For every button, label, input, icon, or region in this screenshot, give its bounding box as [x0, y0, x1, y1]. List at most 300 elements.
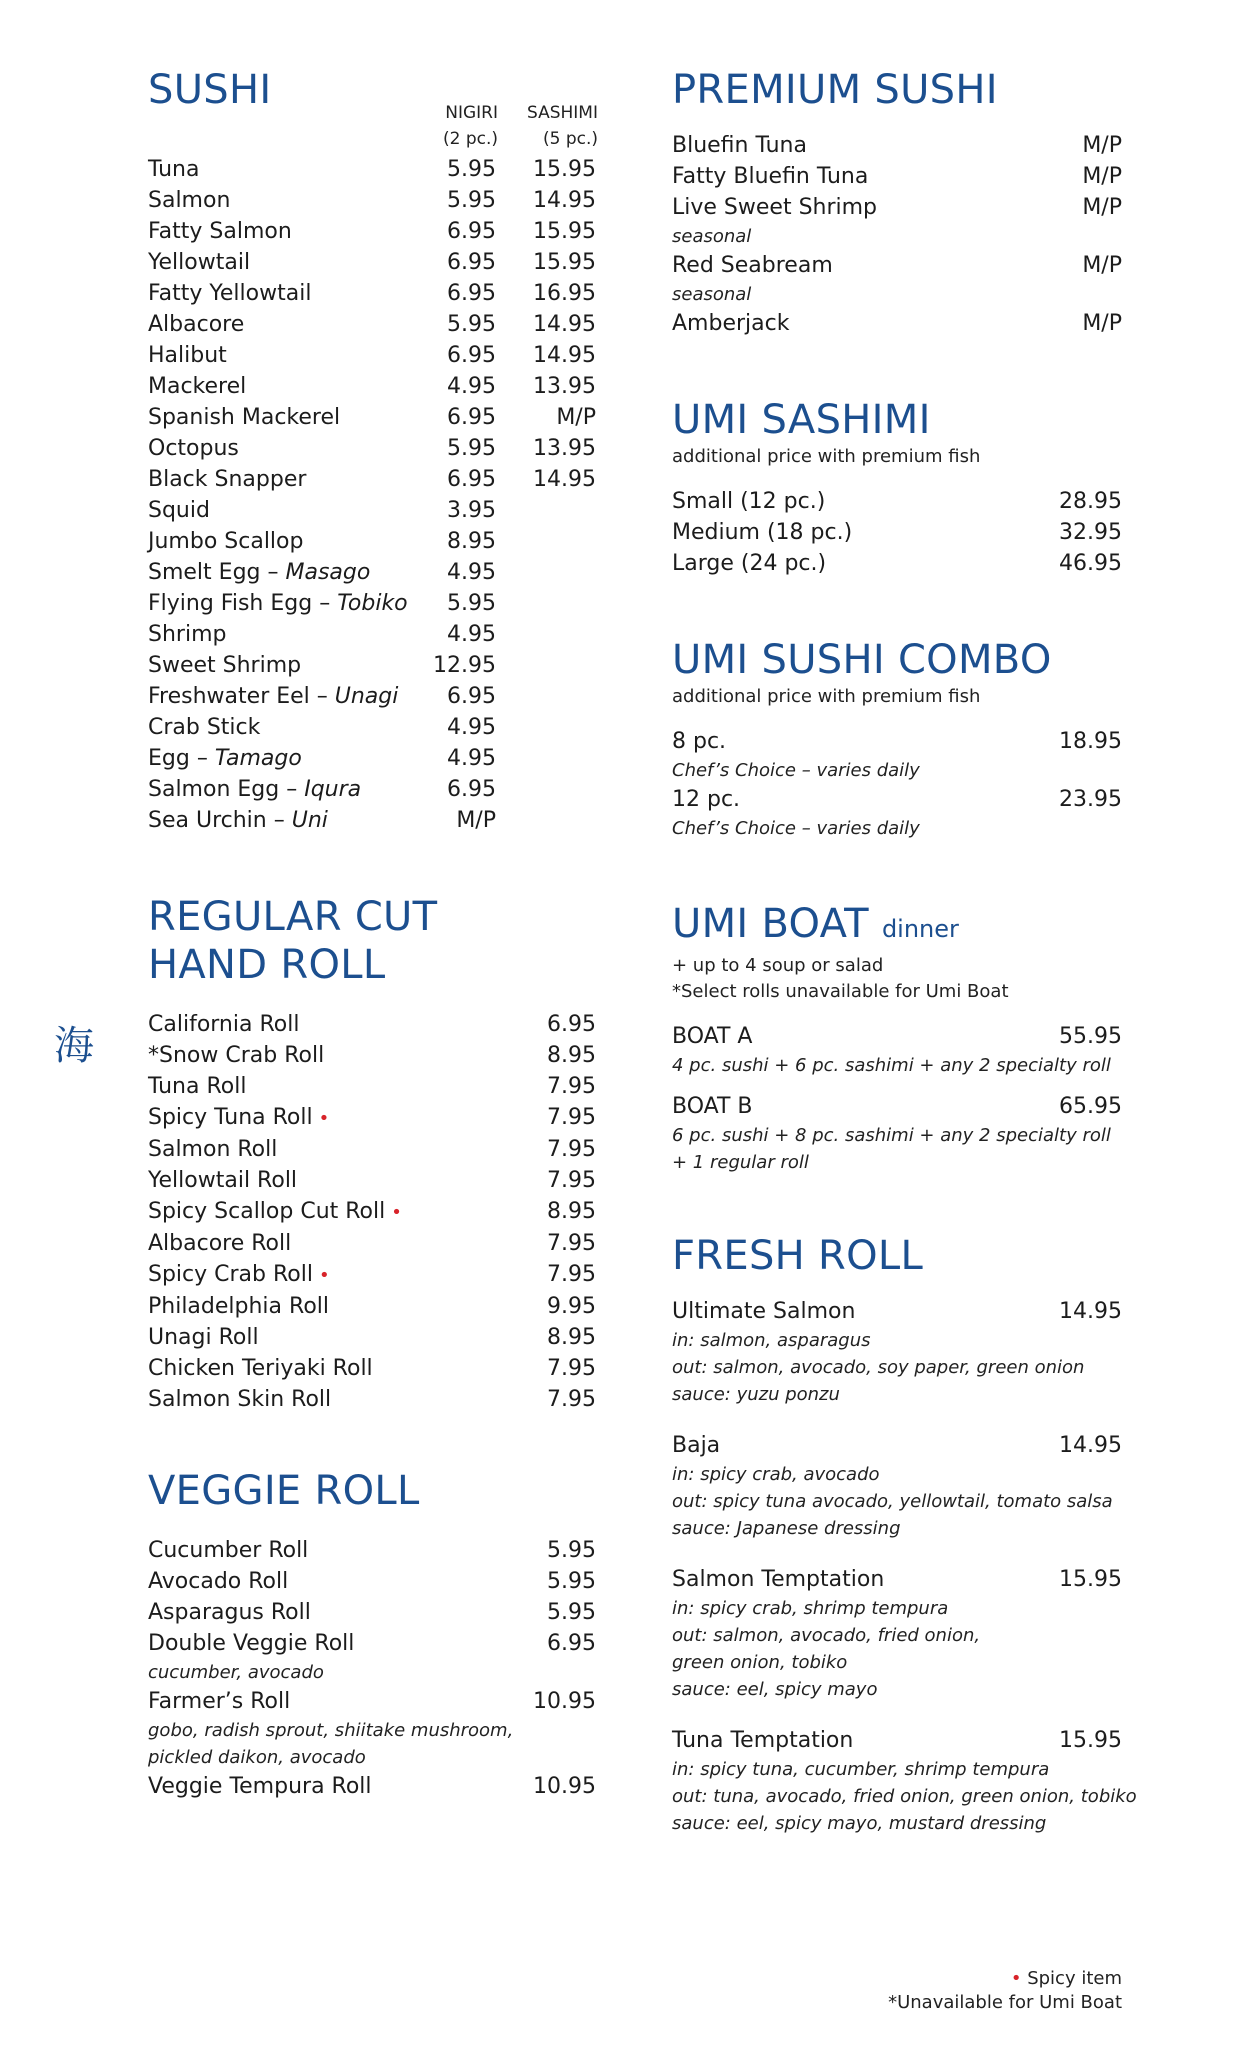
- nigiri-price: 12.95: [433, 653, 496, 678]
- item-name: Baja: [672, 1433, 721, 1458]
- item-name: [148, 1291, 547, 1322]
- menu-item-row: [148, 619, 596, 650]
- item-name: [148, 278, 426, 309]
- menu-item-row: [672, 1021, 1122, 1052]
- menu-item-row: [672, 517, 1122, 548]
- item-price: M/P: [1082, 195, 1122, 220]
- item-price: M/P: [1082, 253, 1122, 278]
- item-price: 8.95: [547, 1199, 596, 1224]
- item-name-text: Sweet Shrimp: [148, 653, 302, 678]
- menu-item-row: [672, 130, 1122, 161]
- item-name: Live Sweet Shrimp: [672, 195, 878, 220]
- item-name: [148, 340, 426, 371]
- item-name: [148, 495, 426, 526]
- item-price: 7.95: [547, 1356, 596, 1381]
- item-price: 5.95: [547, 1600, 596, 1625]
- sashimi-price: 14.95: [533, 188, 596, 213]
- item-price: 7.95: [547, 1105, 596, 1130]
- menu-item-row: [672, 250, 1122, 281]
- item-japanese-name: Masago: [285, 560, 371, 585]
- item-description: out: salmon, avocado, soy paper, green onion: [672, 1357, 1085, 1378]
- item-name: [148, 247, 426, 278]
- sashimi-price: [496, 557, 596, 588]
- item-description: sauce: eel, spicy mayo: [672, 1679, 878, 1700]
- item-price: 8.95: [547, 1325, 596, 1350]
- premium-sushi-section: [672, 66, 1122, 339]
- menu-item-row: [148, 526, 596, 557]
- item-name-text: Unagi Roll: [148, 1325, 259, 1350]
- item-description: Chef’s Choice – varies daily: [672, 818, 920, 839]
- menu-item-row: [672, 1564, 1122, 1595]
- menu-item-row: [148, 495, 596, 526]
- item-name-text: Spicy Scallop Cut Roll: [148, 1199, 386, 1224]
- premium-sushi-list: [672, 130, 1122, 339]
- item-name: [148, 1165, 547, 1196]
- legend-spicy-label: Spicy item: [1021, 1968, 1122, 1989]
- item-name-text: Crab Stick: [148, 715, 261, 740]
- item-price: 7.95: [547, 1262, 596, 1287]
- spacer: [672, 1408, 1122, 1430]
- item-price: 7.95: [547, 1387, 596, 1412]
- sashimi-price: [496, 805, 596, 836]
- menu-item-row: [148, 805, 596, 836]
- item-price: 7.95: [547, 1074, 596, 1099]
- menu-item-row: [672, 308, 1122, 339]
- sashimi-price: [496, 619, 596, 650]
- item-description: pickled daikon, avocado: [148, 1747, 366, 1768]
- item-name: [148, 1009, 547, 1040]
- hand-roll-section: [148, 893, 596, 1415]
- menu-item-row: [148, 1771, 596, 1802]
- item-price: 6.95: [547, 1012, 596, 1037]
- sushi-list: [148, 154, 596, 836]
- sashimi-price: 14.95: [533, 467, 596, 492]
- spicy-dot-icon: •: [318, 1108, 330, 1129]
- hand-roll-list: [148, 1009, 596, 1415]
- item-name: Avocado Roll: [148, 1569, 289, 1594]
- menu-item-row: [148, 278, 596, 309]
- item-price: 28.95: [1059, 489, 1122, 514]
- menu-item-row: [672, 784, 1122, 815]
- menu-item-row: [148, 402, 596, 433]
- item-price: 15.95: [1059, 1728, 1122, 1753]
- item-name: [148, 1322, 547, 1353]
- item-name: Large (24 pc.): [672, 551, 827, 576]
- item-name: [148, 557, 426, 588]
- item-description: seasonal: [672, 226, 752, 247]
- item-price: 7.95: [547, 1231, 596, 1256]
- menu-item-row: [148, 650, 596, 681]
- spacer: [672, 1079, 1122, 1091]
- sashimi-price: [496, 526, 596, 557]
- item-price: 7.95: [547, 1168, 596, 1193]
- sashimi-price: [496, 495, 596, 526]
- nigiri-label: NIGIRI: [445, 103, 498, 123]
- nigiri-price: 4.95: [447, 715, 496, 740]
- item-name: Tuna Temptation: [672, 1728, 854, 1753]
- item-price: M/P: [1082, 311, 1122, 336]
- nigiri-price: 4.95: [447, 560, 496, 585]
- item-name-text: Halibut: [148, 343, 227, 368]
- item-name-text: Octopus: [148, 436, 239, 461]
- menu-item-row: [148, 216, 596, 247]
- item-name: [148, 743, 426, 774]
- sashimi-price: [496, 588, 596, 619]
- umi-boat-section: [672, 900, 1122, 1176]
- item-name: [148, 1102, 547, 1134]
- item-description: out: spicy tuna avocado, yellowtail, tomato salsa: [672, 1491, 1113, 1512]
- item-description: cucumber, avocado: [148, 1662, 324, 1683]
- item-name-text: Spicy Crab Roll: [148, 1262, 313, 1287]
- sashimi-price: [496, 712, 596, 743]
- umi-boat-list: [672, 1021, 1122, 1176]
- menu-item-row: [148, 185, 596, 216]
- menu-item-row: [148, 1228, 596, 1259]
- item-price: 14.95: [1059, 1299, 1122, 1324]
- item-name: Double Veggie Roll: [148, 1631, 355, 1656]
- nigiri-price: 6.95: [447, 777, 496, 802]
- menu-item-row: [148, 1134, 596, 1165]
- nigiri-price: 5.95: [447, 312, 496, 337]
- menu-item-row: [148, 1535, 596, 1566]
- umi-combo-title: UMI SUSHI COMBO: [672, 637, 1052, 683]
- item-name-text: Tuna Roll: [148, 1074, 247, 1099]
- item-name-text: Salmon: [148, 188, 231, 213]
- item-name-text: Jumbo Scallop: [148, 529, 304, 554]
- spicy-dot-icon: •: [391, 1202, 402, 1223]
- umi-boat-title: UMI BOAT: [672, 901, 869, 947]
- item-name: [148, 1196, 547, 1228]
- menu-item-row: [148, 1165, 596, 1196]
- nigiri-price: 6.95: [447, 405, 496, 430]
- menu-item-row: [148, 247, 596, 278]
- item-price: 5.95: [547, 1569, 596, 1594]
- item-price: 23.95: [1059, 787, 1122, 812]
- nigiri-price: M/P: [456, 808, 496, 833]
- item-description: 6 pc. sushi + 8 pc. sashimi + any 2 specialty roll: [672, 1125, 1111, 1146]
- item-name-text: Egg –: [148, 746, 215, 771]
- menu-item-row: [148, 1597, 596, 1628]
- menu-item-row: [148, 340, 596, 371]
- menu-item-row: [148, 371, 596, 402]
- item-name-text: Tuna: [148, 157, 200, 182]
- nigiri-price: 6.95: [447, 219, 496, 244]
- nigiri-price: 6.95: [447, 684, 496, 709]
- item-name: [148, 1071, 547, 1102]
- item-price: 6.95: [547, 1631, 596, 1656]
- item-name: [148, 774, 426, 805]
- nigiri-price: 8.95: [447, 529, 496, 554]
- menu-item-row: [148, 1291, 596, 1322]
- item-description: out: salmon, avocado, fried onion,: [672, 1625, 981, 1646]
- item-name: Cucumber Roll: [148, 1538, 309, 1563]
- menu-item-row: [148, 1009, 596, 1040]
- sashimi-price: [496, 650, 596, 681]
- item-name: Farmer’s Roll: [148, 1689, 291, 1714]
- item-name-text: Freshwater Eel –: [148, 684, 335, 709]
- menu-item-row: [148, 774, 596, 805]
- nigiri-price: 5.95: [447, 591, 496, 616]
- item-name: [148, 309, 426, 340]
- menu-item-row: [148, 154, 596, 185]
- sashimi-price: [496, 774, 596, 805]
- nigiri-price: 3.95: [447, 498, 496, 523]
- hand-roll-title-line1: REGULAR CUT: [148, 894, 438, 940]
- item-name: Fatty Bluefin Tuna: [672, 164, 869, 189]
- menu-item-row: [672, 726, 1122, 757]
- item-name: 8 pc.: [672, 729, 727, 754]
- item-name-text: Black Snapper: [148, 467, 307, 492]
- item-name: [148, 433, 426, 464]
- item-name: [148, 1228, 547, 1259]
- spacer: [672, 1542, 1122, 1564]
- item-name: [148, 464, 426, 495]
- spacer: [672, 1703, 1122, 1725]
- item-price: 55.95: [1059, 1024, 1122, 1049]
- item-name: [148, 619, 426, 650]
- item-name: [148, 650, 426, 681]
- menu-item-row: [148, 1102, 596, 1134]
- fresh-roll-list: [672, 1296, 1137, 1837]
- item-name: Bluefin Tuna: [672, 133, 807, 158]
- item-price: 46.95: [1059, 551, 1122, 576]
- menu-item-row: [148, 464, 596, 495]
- umi-boat-heading: [672, 900, 1122, 953]
- item-name-text: Smelt Egg –: [148, 560, 286, 585]
- item-price: 65.95: [1059, 1094, 1122, 1119]
- menu-item-row: [672, 192, 1122, 223]
- umi-combo-section: [672, 636, 1122, 842]
- item-name: Asparagus Roll: [148, 1600, 311, 1625]
- item-price: 9.95: [547, 1294, 596, 1319]
- umi-combo-note: additional price with premium fish: [672, 686, 981, 707]
- item-description: in: salmon, asparagus: [672, 1330, 871, 1351]
- menu-item-row: [148, 712, 596, 743]
- umi-combo-list: [672, 726, 1122, 842]
- item-name-text: Mackerel: [148, 374, 247, 399]
- item-japanese-name: Uni: [291, 808, 328, 833]
- item-description: + 1 regular roll: [672, 1152, 809, 1173]
- premium-sushi-title: PREMIUM SUSHI: [672, 67, 998, 113]
- menu-item-row: [672, 1430, 1122, 1461]
- item-name: Salmon Temptation: [672, 1567, 885, 1592]
- item-description: sauce: yuzu ponzu: [672, 1384, 840, 1405]
- nigiri-price: 4.95: [447, 622, 496, 647]
- menu-item-row: [148, 1353, 596, 1384]
- nigiri-price: 4.95: [447, 374, 496, 399]
- nigiri-price: 5.95: [447, 157, 496, 182]
- item-japanese-name: Unagi: [334, 684, 399, 709]
- sushi-title: SUSHI: [148, 67, 272, 113]
- item-name: Amberjack: [672, 311, 790, 336]
- item-name-text: Yellowtail: [148, 250, 251, 275]
- item-name-text: Salmon Roll: [148, 1137, 278, 1162]
- veggie-roll-title: VEGGIE ROLL: [148, 1468, 420, 1514]
- sashimi-column-header: [498, 100, 598, 152]
- menu-item-row: [148, 433, 596, 464]
- item-price: 8.95: [547, 1043, 596, 1068]
- sashimi-price: 15.95: [533, 250, 596, 275]
- nigiri-price: 4.95: [447, 746, 496, 771]
- item-price: 10.95: [533, 1689, 596, 1714]
- item-name: [148, 588, 426, 619]
- item-description: green onion, tobiko: [672, 1652, 848, 1673]
- item-name: [148, 712, 426, 743]
- item-name: Red Seabream: [672, 253, 833, 278]
- menu-item-row: [148, 1259, 596, 1291]
- item-name: Veggie Tempura Roll: [148, 1774, 372, 1799]
- hand-roll-title-line2: HAND ROLL: [148, 942, 386, 988]
- item-description: in: spicy crab, shrimp tempura: [672, 1598, 949, 1619]
- item-description: sauce: Japanese dressing: [672, 1518, 901, 1539]
- item-description: gobo, radish sprout, shiitake mushroom,: [148, 1720, 514, 1741]
- item-name: BOAT A: [672, 1024, 753, 1049]
- nigiri-price: 5.95: [447, 188, 496, 213]
- item-name-text: Salmon Egg –: [148, 777, 305, 802]
- item-name-text: Shrimp: [148, 622, 227, 647]
- item-description: seasonal: [672, 284, 752, 305]
- item-name-text: Salmon Skin Roll: [148, 1387, 332, 1412]
- item-price: 32.95: [1059, 520, 1122, 545]
- nigiri-price: 5.95: [447, 436, 496, 461]
- item-name: [148, 371, 426, 402]
- item-price: 10.95: [533, 1774, 596, 1799]
- menu-item-row: [148, 1628, 596, 1659]
- umi-boat-note-rolls: *Select rolls unavailable for Umi Boat: [672, 981, 1009, 1002]
- item-price: 7.95: [547, 1137, 596, 1162]
- sashimi-count: (5 pc.): [542, 129, 598, 149]
- item-name-text: Albacore Roll: [148, 1231, 292, 1256]
- sashimi-price: 13.95: [533, 436, 596, 461]
- item-description: 4 pc. sushi + 6 pc. sashimi + any 2 specialty roll: [672, 1055, 1111, 1076]
- item-name-text: Chicken Teriyaki Roll: [148, 1356, 373, 1381]
- menu-item-row: [148, 1686, 596, 1717]
- sashimi-price: [496, 681, 596, 712]
- item-price: M/P: [1082, 133, 1122, 158]
- ocean-kanji-glyph: 海: [54, 1023, 94, 1069]
- item-name-text: California Roll: [148, 1012, 300, 1037]
- legend: [888, 1967, 1122, 2015]
- item-name-text: Fatty Yellowtail: [148, 281, 312, 306]
- sashimi-price: 14.95: [533, 343, 596, 368]
- item-name: [148, 1353, 547, 1384]
- item-price: 14.95: [1059, 1433, 1122, 1458]
- item-name: [148, 185, 426, 216]
- menu-item-row: [148, 588, 596, 619]
- umi-boat-note-soup: + up to 4 soup or salad: [672, 955, 884, 976]
- item-name: 12 pc.: [672, 787, 741, 812]
- item-name-text: Yellowtail Roll: [148, 1168, 298, 1193]
- item-description: in: spicy tuna, cucumber, shrimp tempura: [672, 1759, 1050, 1780]
- menu-item-row: [148, 1566, 596, 1597]
- item-description: in: spicy crab, avocado: [672, 1464, 880, 1485]
- item-name-text: Spicy Tuna Roll: [148, 1105, 313, 1130]
- spicy-dot-icon: •: [1010, 1968, 1022, 1989]
- item-name: [148, 1259, 547, 1291]
- menu-item-row: [148, 1384, 596, 1415]
- item-name: [148, 402, 426, 433]
- item-price: 5.95: [547, 1538, 596, 1563]
- item-name: Small (12 pc.): [672, 489, 826, 514]
- item-name-text: Sea Urchin –: [148, 808, 292, 833]
- umi-sashimi-section: [672, 396, 1122, 579]
- menu-item-row: [672, 1296, 1122, 1327]
- item-name-text: Fatty Salmon: [148, 219, 292, 244]
- sashimi-price: [496, 743, 596, 774]
- nigiri-price: 6.95: [447, 250, 496, 275]
- item-name-text: Albacore: [148, 312, 245, 337]
- sashimi-price: 15.95: [533, 157, 596, 182]
- item-price: 18.95: [1059, 729, 1122, 754]
- menu-item-row: [672, 486, 1122, 517]
- menu-item-row: [148, 1071, 596, 1102]
- sashimi-price: M/P: [556, 405, 596, 430]
- nigiri-price: 6.95: [447, 343, 496, 368]
- menu-item-row: [148, 743, 596, 774]
- item-price: M/P: [1082, 164, 1122, 189]
- item-name-text: *Snow Crab Roll: [148, 1043, 325, 1068]
- legend-spicy: [888, 1967, 1122, 1991]
- item-description: sauce: eel, spicy mayo, mustard dressing: [672, 1813, 1047, 1834]
- item-name: [148, 1134, 547, 1165]
- sashimi-price: 15.95: [533, 219, 596, 244]
- item-name: Medium (18 pc.): [672, 520, 853, 545]
- fresh-roll-section: [672, 1232, 1137, 1837]
- umi-sashimi-note: additional price with premium fish: [672, 446, 981, 467]
- menu-item-row: [672, 1091, 1122, 1122]
- sashimi-label: SASHIMI: [526, 103, 598, 123]
- menu-item-row: [672, 1725, 1122, 1756]
- item-name: BOAT B: [672, 1094, 753, 1119]
- item-name: [148, 1384, 547, 1415]
- menu-item-row: [672, 161, 1122, 192]
- menu-item-row: [148, 309, 596, 340]
- item-name: [148, 681, 426, 712]
- item-name: [148, 154, 426, 185]
- nigiri-price: 6.95: [447, 467, 496, 492]
- menu-item-row: [148, 1040, 596, 1071]
- menu-item-row: [672, 548, 1122, 579]
- sashimi-price: 14.95: [533, 312, 596, 337]
- item-name: [148, 216, 426, 247]
- item-price: 15.95: [1059, 1567, 1122, 1592]
- item-name: [148, 1040, 547, 1071]
- menu-item-row: [148, 557, 596, 588]
- item-name: [148, 805, 426, 836]
- item-japanese-name: Iqura: [304, 777, 362, 802]
- item-name-text: Flying Fish Egg –: [148, 591, 338, 616]
- nigiri-price: 6.95: [447, 281, 496, 306]
- item-japanese-name: Tamago: [214, 746, 302, 771]
- umi-boat-subtitle: dinner: [881, 915, 959, 943]
- item-name: Ultimate Salmon: [672, 1299, 856, 1324]
- spicy-dot-icon: •: [318, 1265, 330, 1286]
- item-description: Chef’s Choice – varies daily: [672, 760, 920, 781]
- item-japanese-name: Tobiko: [337, 591, 408, 616]
- veggie-roll-list: [148, 1535, 596, 1802]
- fresh-roll-title: FRESH ROLL: [672, 1233, 924, 1279]
- veggie-roll-section: [148, 1467, 596, 1802]
- menu-item-row: [148, 1196, 596, 1228]
- menu-item-row: [148, 681, 596, 712]
- item-name-text: Philadelphia Roll: [148, 1294, 330, 1319]
- nigiri-count: (2 pc.): [442, 129, 498, 149]
- umi-sashimi-title: UMI SASHIMI: [672, 397, 931, 443]
- sashimi-price: 13.95: [533, 374, 596, 399]
- item-name-text: Spanish Mackerel: [148, 405, 341, 430]
- menu-item-row: [148, 1322, 596, 1353]
- nigiri-column-header: [428, 100, 498, 152]
